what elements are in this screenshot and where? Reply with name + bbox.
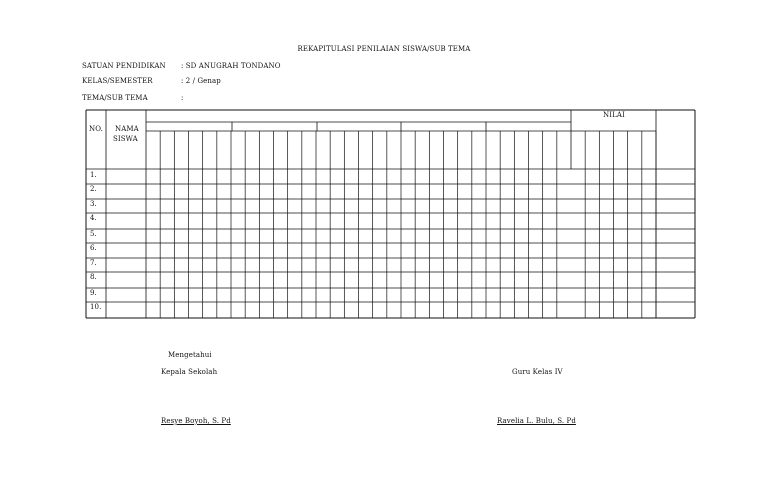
info-value-kelas: : 2 / Genap [181,77,221,85]
row-number: 2. [90,185,97,193]
row-number: 10. [90,303,102,311]
row-number: 1. [90,171,97,179]
header-nama-line1: NAMA [115,125,139,133]
info-value-satuan: : SD ANUGRAH TONDANO [181,62,281,70]
row-number: 6. [90,244,97,252]
row-number: 3. [90,200,97,208]
left-signatory-name: Resye Boyoh, S. Pd [161,417,231,425]
left-role: Kepala Sekolah [161,368,218,376]
info-label-kelas: KELAS/SEMESTER [82,77,153,85]
row-number: 7. [90,259,97,267]
row-number: 4. [90,214,97,222]
right-role: Guru Kelas IV [512,368,563,376]
info-label-tema: TEMA/SUB TEMA [82,94,148,102]
header-nilai: NILAI [603,111,625,119]
header-nama-line2: SISWA [113,135,138,143]
mengetahui-label: Mengetahui [168,351,212,359]
document-title: REKAPITULASI PENILAIAN SISWA/SUB TEMA [297,45,471,53]
header-no: NO. [89,125,103,133]
right-signatory-name: Ravelia L. Bulu, S. Pd [497,417,576,425]
row-number: 5. [90,230,97,238]
info-label-satuan: SATUAN PENDIDIKAN [82,62,166,70]
info-value-tema: : [181,94,184,102]
row-number: 8. [90,273,97,281]
row-number: 9. [90,289,97,297]
